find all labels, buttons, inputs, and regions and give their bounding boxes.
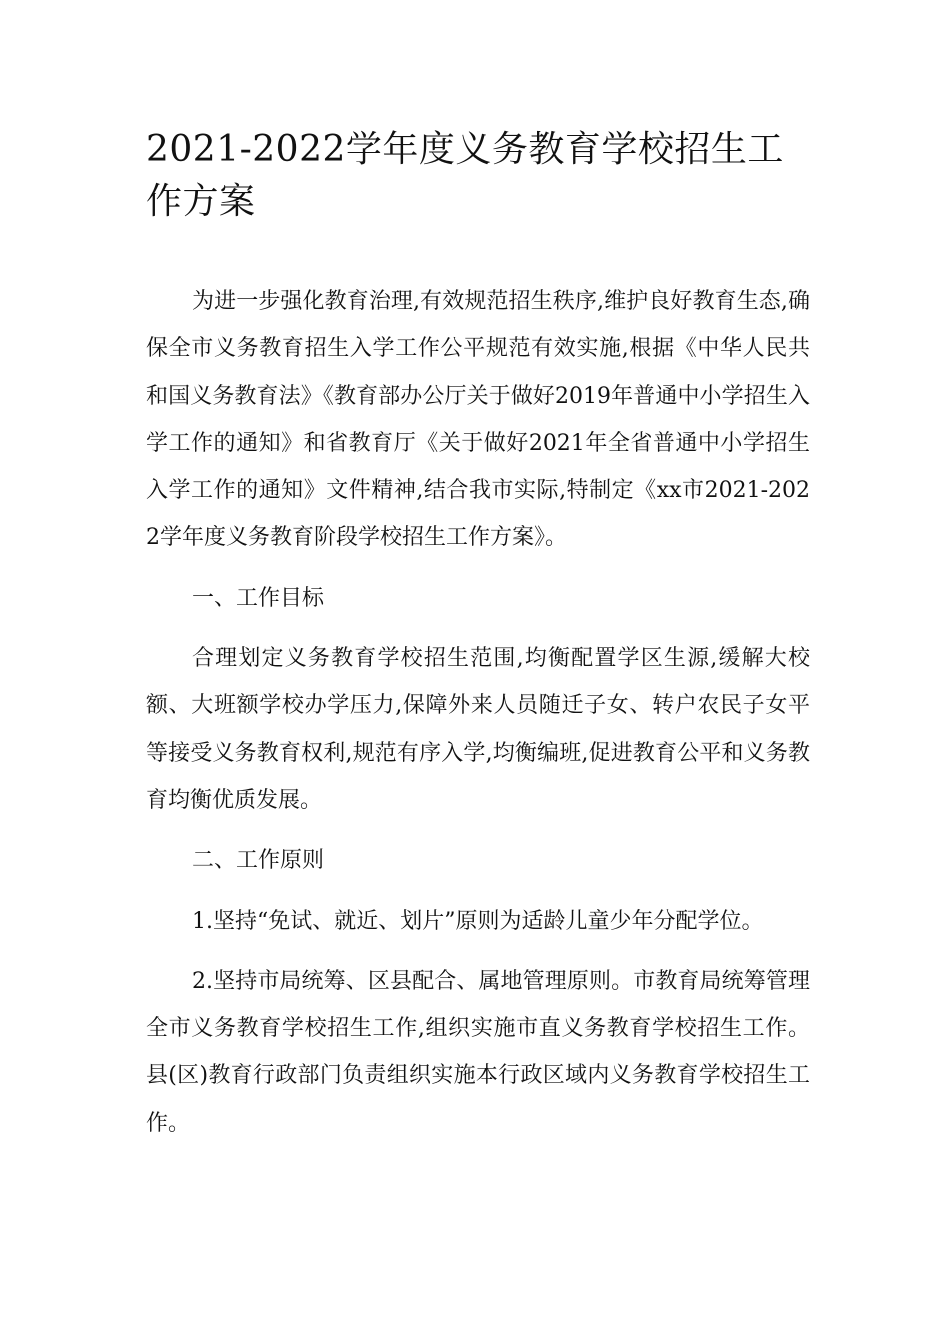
principle-item-2: 2.坚持市局统筹、区县配合、属地管理原则。市教育局统筹管理全市义务教育学校招生工作,组织实施市直义务教育学校招生工作。县(区)教育行政部门负责组织实施本行政区域内义务教育学校招生工作。	[146, 968, 810, 1136]
document-body	[146, 278, 810, 1160]
goals-paragraph: 合理划定义务教育学校招生范围,均衡配置学区生源,缓解大校额、大班额学校办学压力,保障外来人员随迁子女、转户农民子女平等接受义务教育权利,规范有序入学,均衡编班,促进教育公平和义务教育均衡优质发展。	[146, 646, 810, 813]
section-heading-principles: 二、工作原则	[192, 848, 325, 874]
document-title: 2021-2022学年度义务教育学校招生工作方案	[146, 129, 784, 222]
principle-item-1: 1.坚持“免试、就近、划片”原则为适龄儿童少年分配学位。	[192, 908, 764, 934]
section-heading-goals: 一、工作目标	[192, 585, 325, 611]
intro-paragraph: 为进一步强化教育治理,有效规范招生秩序,维护良好教育生态,确保全市义务教育招生入学工作公平规范有效实施,根据《中华人民共和国义务教育法》《教育部办公厅关于做好2019年普通中小学招生入学工作的通知》和省教育厅《关于做好2021年全省普通中小学招生入学工作的通知》文件精神,结合我市实际,特制定《xx市2021-2022学年度义务教育阶段学校招生工作方案》。	[146, 289, 810, 551]
